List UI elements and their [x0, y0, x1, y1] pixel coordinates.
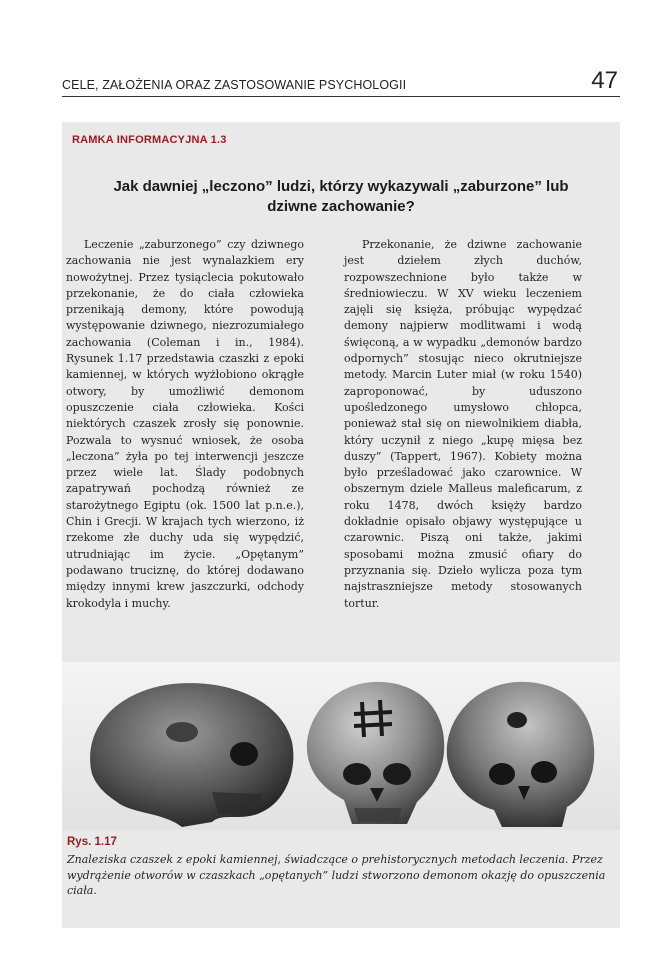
box-title: Jak dawniej „leczono” ludzi, którzy wykazywali „zaburzone” lub dziwne zachowanie?	[113, 178, 569, 215]
page-number: 47	[591, 67, 618, 94]
figure-caption: Znaleziska czaszek z epoki kamiennej, świadczące o prehistorycznych metodach leczenia. Przez wydrążenie otworów w czaszkach „opętanych” ludzi stworzono demonom okazję do opuszczenia ciała.	[67, 853, 606, 898]
skull-middle	[307, 682, 444, 824]
right-column	[344, 237, 582, 612]
right-column-text: Przekonanie, że dziwne zachowanie jest dziełem złych duchów, rozpowszechnione było także w średniowieczu. W XV wieku leczeniem zajęli się księża, próbując wypędzać demony najpierw modlitwami i wodą święconą, a w wypadku „demonów bardzo odpornych” stosując nieco okrutniejsze metody. Marcin Luter miał (w roku 1540) zaproponować, by uduszono upośledzonego umysłowo chłopca, ponieważ stał się on niewolnikiem diabła, który uczynił z niego „kupę mięsa bez duszy” (Tappert, 1967). Kobiety można było prześladować jako czarownice. W obszernym dziele Malleus maleficarum, z roku 1478, dwóch księży bardzo dokładnie opisało objawy występujące u czarownic. Piszą oni także, jakimi sposobami można zmusić ofiary do przyznania się. Dzieło wylicza poza tym najstraszniejsze metody stosowanych tortur.	[344, 238, 582, 610]
skulls-illustration	[62, 662, 620, 830]
skulls-photo	[62, 662, 620, 830]
box-label: RAMKA INFORMACYJNA 1.3	[72, 134, 227, 146]
skull-right	[447, 682, 594, 827]
left-column	[66, 237, 304, 612]
skull-left	[90, 683, 293, 827]
info-box	[62, 122, 620, 928]
running-header	[62, 67, 620, 97]
running-title: CELE, ZAŁOŻENIA ORAZ ZASTOSOWANIE PSYCHOLOGII	[62, 78, 407, 92]
left-column-text: Leczenie „zaburzonego” czy dziwnego zachowania nie jest wynalazkiem ery nowożytnej. Przez tysiąclecia pokutowało przekonanie, że do ciała człowieka przenikają demony, które powodują występowanie dziwnego, niezrozumiałego zachowania (Coleman i in., 1984). Rysunek 1.17 przedstawia czaszki z epoki kamiennej, w których wyżłobiono okrągłe otwory, by umożliwić demonom opuszczenie ciała człowieka. Kości niektórych czaszek zrosły się ponownie. Pozwala to wysnuć wniosek, że osoba „leczona” żyła po tej interwencji jeszcze przez wiele lat. Ślady podobnych zapatrywań pochodzą również ze starożytnego Egiptu (ok. 1500 lat p.n.e.), Chin i Grecji. W krajach tych wierzono, iż rzekome złe duchy uda się wypędzić, utrudniając im życie. „Opętanym” podawano truciznę, do której dodawano między innymi krew jaszczurki, odchody krokodyla i muchy.	[66, 238, 304, 610]
figure-label: Rys. 1.17	[67, 836, 117, 848]
